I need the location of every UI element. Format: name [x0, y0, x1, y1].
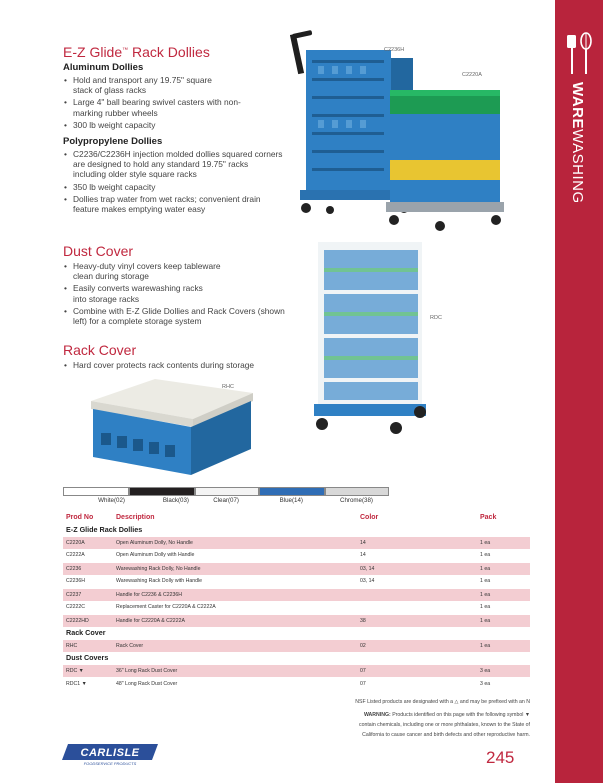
- cell-desc: Handle for C2236 & C2236H: [113, 588, 357, 601]
- cell-desc: Open Aluminum Dolly, No Handle: [113, 536, 357, 549]
- rack-cover-title: Rack Cover: [63, 342, 137, 358]
- cell-prod: RDC1 ▼: [63, 677, 113, 690]
- table-row: [63, 536, 530, 549]
- group-heading: Rack Cover: [66, 628, 106, 638]
- cell-prod: RDC ▼: [63, 664, 113, 677]
- swatch-blue: [259, 487, 325, 496]
- swatch-black: [129, 487, 195, 496]
- cell-desc: Warewashing Rack Dolly, No Handle: [113, 562, 357, 575]
- cell-color: 03, 14: [357, 562, 477, 575]
- cell-desc: Handle for C2220A & C2222A: [113, 614, 357, 627]
- bullet: • C2236/C2236H injection molded dollies squared corners are designed to hold any standard 19.75" racks including older style square racks: [63, 149, 283, 180]
- header-color: Color: [360, 514, 379, 521]
- cell-pack: 1 ea: [477, 588, 530, 601]
- section-sidebar: [555, 0, 603, 783]
- cell-color: 38: [357, 614, 477, 627]
- header-pack: Pack: [480, 514, 497, 521]
- rack-cover-photo: [85, 375, 260, 485]
- ez-glide-title: E-Z Glide™ Rack Dollies: [63, 44, 210, 60]
- swatch-label: Black(03): [162, 497, 189, 504]
- cell-desc: Rack Cover: [113, 639, 357, 652]
- table-row: [63, 575, 530, 588]
- poly-bullets: [63, 149, 293, 214]
- swatch-label: White(02): [98, 497, 125, 504]
- nsf-note: NSF Listed products are designated with a △ and may be prefixed with an N: [355, 699, 530, 705]
- rack-cover-section: [63, 342, 303, 370]
- bullet: • Dollies trap water from wet racks; convenient drain feature makes emptying water easy: [63, 194, 283, 214]
- cell-pack: 1 ea: [477, 639, 530, 652]
- cell-desc: Warewashing Rack Dolly with Handle: [113, 575, 357, 588]
- cell-color: 14: [357, 536, 477, 549]
- warning-note: WARNING: Products identified on this page with the following symbol ▼ contain chemicals, including one or more phthalates, known to the State of California to cause cancer and birth defects and other reproductive harm.: [358, 712, 530, 738]
- cell-prod: C2222A: [63, 549, 113, 562]
- cell-color: [357, 601, 477, 614]
- cell-prod: C2237: [63, 588, 113, 601]
- rack-dollies-photo: [290, 30, 540, 240]
- cell-color: 03, 14: [357, 575, 477, 588]
- swatch-chrome: [325, 487, 389, 496]
- caption-c2236h: C2236H: [384, 47, 405, 53]
- dust-cover-photo: [310, 232, 440, 452]
- table-row: [63, 677, 530, 690]
- cell-desc: 48" Long Rack Dust Cover: [113, 677, 357, 690]
- dust-cover-section: [63, 243, 293, 326]
- cell-color: 07: [357, 677, 477, 690]
- cell-pack: 1 ea: [477, 575, 530, 588]
- cell-desc: 36" Long Rack Dust Cover: [113, 664, 357, 677]
- aluminum-bullets: [63, 75, 293, 130]
- bullet: • Large 4" ball bearing swivel casters with non-marking rubber wheels: [63, 97, 243, 117]
- swatch-label: Clear(07): [213, 497, 239, 504]
- swatch-label: Chrome(38): [339, 497, 373, 504]
- bullet: • Hard cover protects rack contents during storage: [63, 360, 303, 370]
- group-heading: Dust Covers: [66, 653, 109, 663]
- dust-cover-bullets: [63, 261, 293, 326]
- header-prod-no: Prod No: [66, 514, 94, 521]
- table-row: [63, 549, 530, 562]
- poly-heading: Polypropylene Dollies: [63, 136, 163, 148]
- table-row: [63, 588, 530, 601]
- caption-rhc: RHC: [222, 384, 234, 390]
- cell-color: 07: [357, 664, 477, 677]
- carlisle-logo: [62, 744, 158, 766]
- cell-prod: C2222C: [63, 601, 113, 614]
- rack-cover-bullets: [63, 360, 303, 370]
- cell-pack: 1 ea: [477, 614, 530, 627]
- table-row: [63, 601, 530, 614]
- cell-pack: 1 ea: [477, 536, 530, 549]
- cell-desc: Replacement Caster for C2220A & C2222A: [113, 601, 357, 614]
- cell-prod: RHC: [63, 639, 113, 652]
- table-header: [63, 511, 530, 524]
- cell-prod: C2236: [63, 562, 113, 575]
- bullet: • 350 lb weight capacity: [63, 182, 293, 192]
- swatch-white: [63, 487, 129, 496]
- cell-pack: 1 ea: [477, 601, 530, 614]
- caption-rdc: RDC: [430, 315, 442, 321]
- swatch-label: Blue(14): [279, 497, 303, 504]
- group-heading: E-Z Glide Rack Dollies: [66, 525, 143, 535]
- table-row: [63, 664, 530, 677]
- ez-glide-section: [63, 44, 293, 214]
- product-table: [63, 511, 530, 690]
- cell-color: [357, 588, 477, 601]
- cell-pack: 3 ea: [477, 677, 530, 690]
- bullet: • Combine with E-Z Glide Dollies and Rack Covers (shown left) for a complete storage system: [63, 306, 288, 326]
- bullet: • Hold and transport any 19.75" square stack of glass racks: [63, 75, 223, 95]
- cell-prod: C2222HD: [63, 614, 113, 627]
- table-row: [63, 562, 530, 575]
- aluminum-heading: Aluminum Dollies: [63, 62, 144, 73]
- caption-c2220a: C2220A: [462, 72, 482, 78]
- bullet: • Heavy-duty vinyl covers keep tableware clean during storage: [63, 261, 233, 281]
- svg-text:CARLISLE: CARLISLE: [80, 747, 140, 759]
- table-row: [63, 639, 530, 652]
- cell-pack: 1 ea: [477, 549, 530, 562]
- bullet: • 300 lb weight capacity: [63, 120, 293, 130]
- bullet: • Easily converts warewashing racks into storage racks: [63, 283, 213, 303]
- table-row: [63, 614, 530, 627]
- cell-color: 14: [357, 549, 477, 562]
- dust-cover-title: Dust Cover: [63, 243, 134, 259]
- cell-prod: C2236H: [63, 575, 113, 588]
- cell-color: 02: [357, 639, 477, 652]
- cell-prod: C2220A: [63, 536, 113, 549]
- header-description: Description: [116, 514, 155, 521]
- section-label: WAREWASHING: [569, 82, 586, 204]
- cell-pack: 1 ea: [477, 562, 530, 575]
- cell-desc: Open Aluminum Dolly with Handle: [113, 549, 357, 562]
- svg-text:FOODSERVICE PRODUCTS: FOODSERVICE PRODUCTS: [83, 761, 137, 766]
- swatch-clear: [195, 487, 259, 496]
- spatula-whisk-icon: [562, 32, 596, 76]
- cell-pack: 3 ea: [477, 664, 530, 677]
- page-number: 245: [486, 748, 515, 767]
